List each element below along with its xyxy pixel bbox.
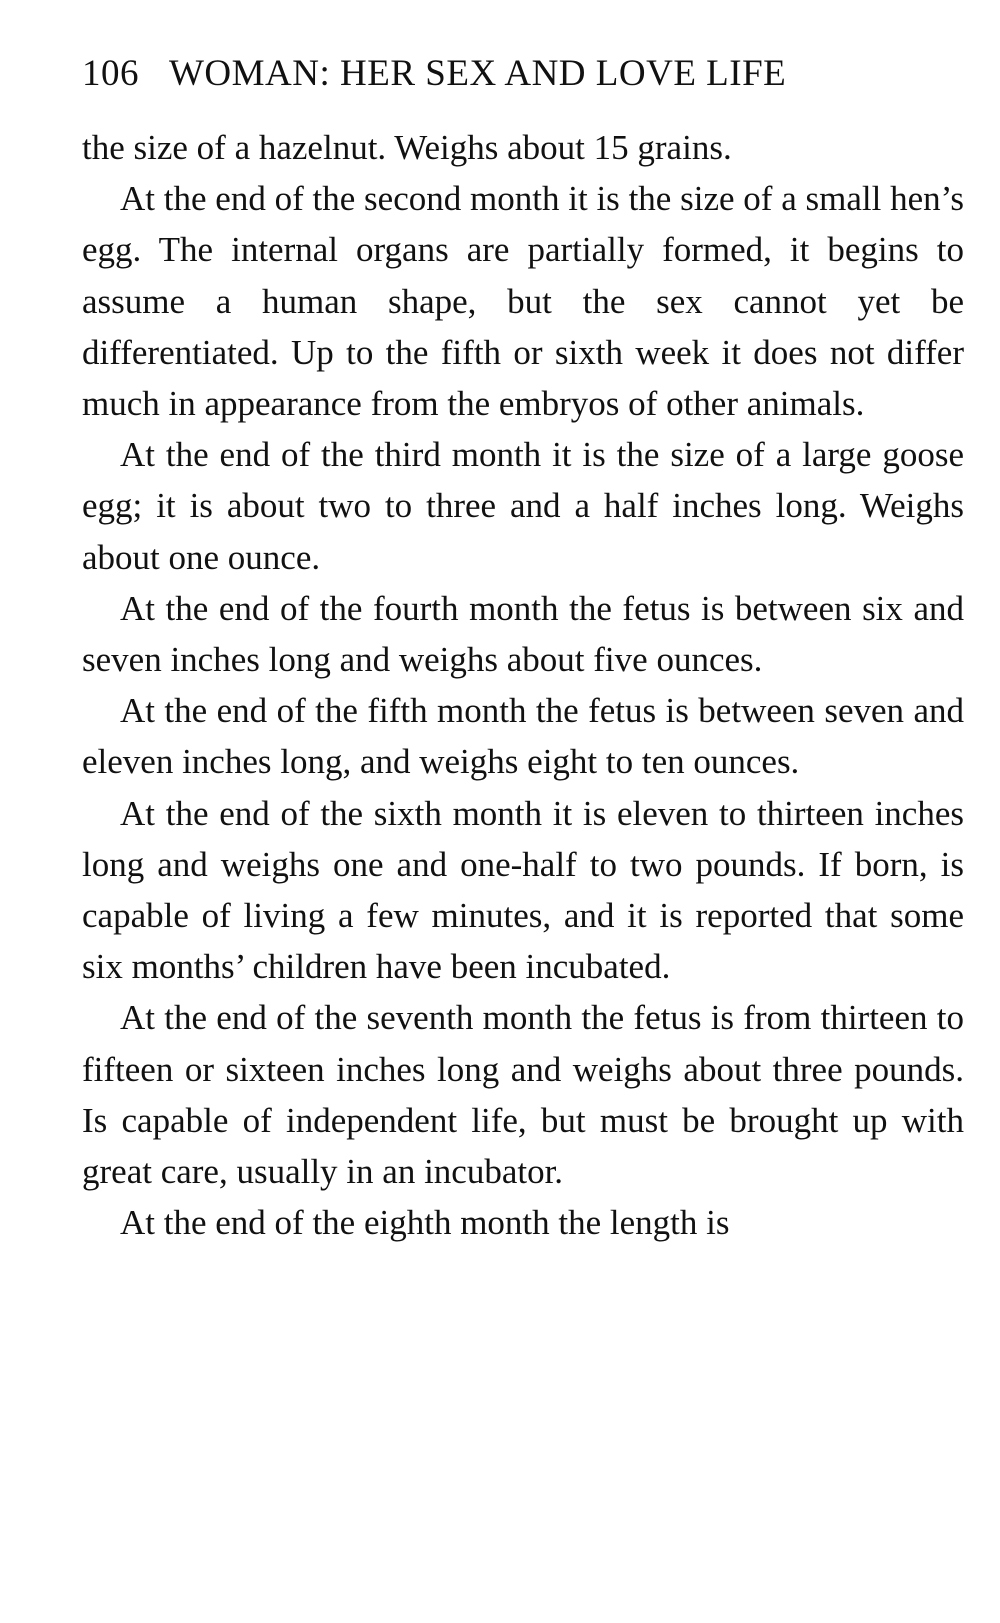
paragraph-fourth-month: At the end of the fourth month the fetus is between six and seven inches long and weighs about five ounces. xyxy=(82,588,964,680)
paragraph-sixth-month: At the end of the sixth month it is eleven to thirteen inches long and weighs one and one-half to two pounds. If born, is capable of living a few minutes, and it is reported that some six months’ children have been incubated. xyxy=(82,793,964,987)
paragraph-third-month: At the end of the third month it is the size of a large goose egg; it is about two to three and a half inches long. Weighs about one ounce. xyxy=(82,435,964,577)
book-page xyxy=(82,48,964,1248)
paragraph-eighth-month: At the end of the eighth month the length is xyxy=(120,1203,730,1243)
page-header xyxy=(82,48,964,122)
paragraph-seventh-month: At the end of the seventh month the fetus is from thirteen to fifteen or sixteen inches long and weighs about three pounds. Is capable of independent life, but must be brought up with great care, usually in an incubator. xyxy=(82,998,964,1192)
page-number: 106 xyxy=(82,53,139,94)
paragraph-second-month: At the end of the second month it is the size of a small hen’s egg. The internal organs are partially formed, it begins to assume a human shape, but the sex cannot yet be differentiated. Up to the fifth or sixth week it does not differ much in appearance from the embryos of other animals. xyxy=(82,179,964,424)
paragraph-continued: the size of a hazelnut. Weighs about 15 grains. xyxy=(82,128,732,167)
running-title: WOMAN: HER SEX AND LOVE LIFE xyxy=(169,53,787,94)
paragraph-fifth-month: At the end of the fifth month the fetus is between seven and eleven inches long, and weighs eight to ten ounces. xyxy=(82,691,964,782)
